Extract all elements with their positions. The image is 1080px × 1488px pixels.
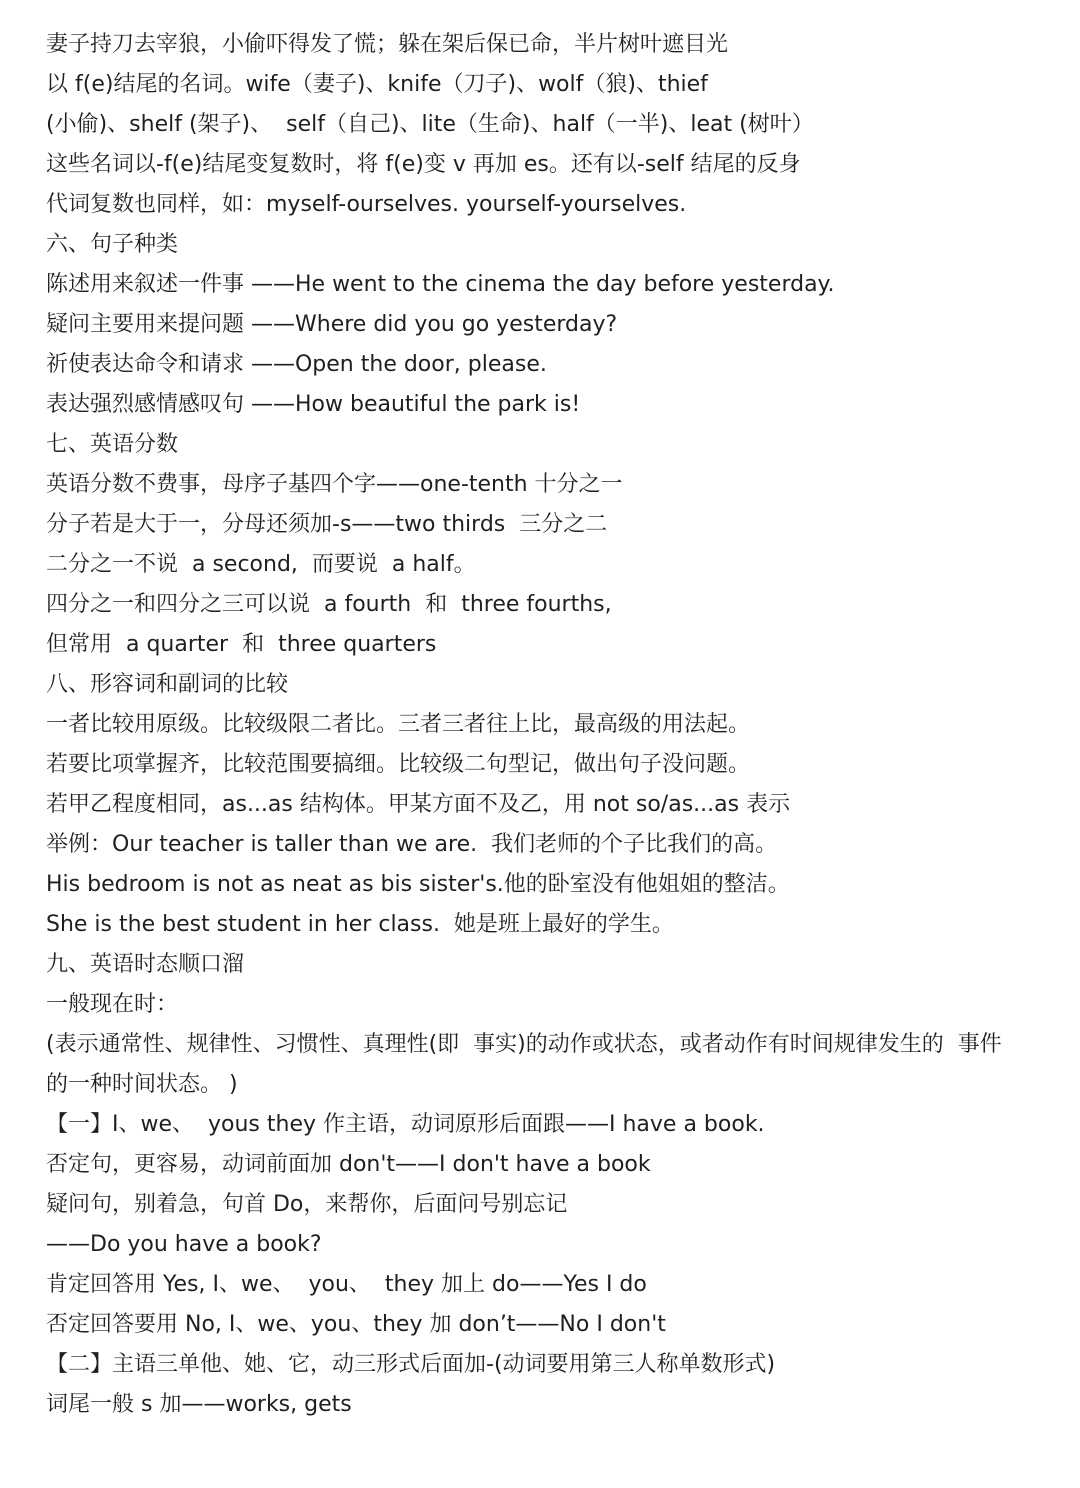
text-line: (表示通常性、规律性、习惯性、真理性(即 事实)的动作或状态，或者动作有时间规律发生的 事件 <box>46 1032 1002 1057</box>
text-line: 举例：Our teacher is taller than we are. 我们老师的个子比我们的高。 <box>46 832 778 857</box>
text-line: 妻子持刀去宰狼，小偷吓得发了慌；躲在架后保已命，半片树叶遮目光 <box>46 32 729 57</box>
section-heading: 六、句子种类 <box>46 232 179 257</box>
text-line: 一者比较用原级。比较级限二者比。三者三者往上比，最高级的用法起。 <box>46 712 751 737</box>
section-heading: 九、英语时态顺口溜 <box>46 952 245 977</box>
text-line: 以 f(e)结尾的名词。wife（妻子)、knife（刀子)、wolf（狼)、thief <box>46 72 708 97</box>
text-line: 词尾一般 s 加——works, gets <box>46 1392 352 1417</box>
text-line: 二分之一不说 a second, 而要说 a half。 <box>46 552 476 577</box>
text-line: 分子若是大于一，分母还须加-s——two thirds 三分之二 <box>46 512 608 537</box>
section-heading: 八、形容词和副词的比较 <box>46 672 289 697</box>
text-line: 疑问主要用来提问题 ——Where did you go yesterday? <box>46 312 618 337</box>
text-line: 代词复数也同样，如：myself-ourselves. yourself-yourselves. <box>46 192 687 217</box>
text-line: 表达强烈感情感叹句 ——How beautiful the park is! <box>46 392 581 417</box>
text-line: She is the best student in her class. 她是班上最好的学生。 <box>46 912 674 937</box>
text-line: 的一种时间状态。 ) <box>46 1072 238 1097</box>
text-line: ——Do you have a book? <box>46 1232 322 1257</box>
text-line: 英语分数不费事，母序子基四个字——one-tenth 十分之一 <box>46 472 623 497</box>
text-line: 【一】I、we、 yous they 作主语，动词原形后面跟——I have a book. <box>46 1112 765 1137</box>
text-line: 这些名词以-f(e)结尾变复数时，将 f(e)变 v 再加 es。还有以-self 结尾的反身 <box>46 152 801 177</box>
section-heading: 七、英语分数 <box>46 432 179 457</box>
text-line: 否定回答要用 No, I、we、you、they 加 don’t——No I don't <box>46 1312 666 1337</box>
text-line: (小偷)、shelf (架子)、 self（自己)、lite（生命)、half（一半)、leat (树叶） <box>46 112 814 137</box>
text-line: 【二】主语三单他、她、它，动三形式后面加-(动词要用第三人称单数形式) <box>46 1352 776 1377</box>
text-line: 四分之一和四分之三可以说 a fourth 和 three fourths, <box>46 592 612 617</box>
text-line: 否定句，更容易，动词前面加 don't——I don't have a book <box>46 1152 651 1177</box>
text-line: 但常用 a quarter 和 three quarters <box>46 632 437 657</box>
text-line: 若甲乙程度相同，as...as 结构体。甲某方面不及乙，用 not so/as...as 表示 <box>46 792 791 817</box>
text-line: His bedroom is not as neat as bis sister's.他的卧室没有他姐姐的整洁。 <box>46 872 790 897</box>
text-line: 疑问句，别着急，句首 Do，来帮你，后面问号别忘记 <box>46 1192 568 1217</box>
text-line: 肯定回答用 Yes, I、we、 you、 they 加上 do——Yes I do <box>46 1272 647 1297</box>
text-line: 陈述用来叙述一件事 ——He went to the cinema the day before yesterday. <box>46 272 835 297</box>
text-line: 祈使表达命令和请求 ——Open the door, please. <box>46 352 547 377</box>
text-line: 若要比项掌握齐，比较范围要搞细。比较级二句型记，做出句子没问题。 <box>46 752 751 777</box>
text-line: 一般现在时： <box>46 992 179 1017</box>
